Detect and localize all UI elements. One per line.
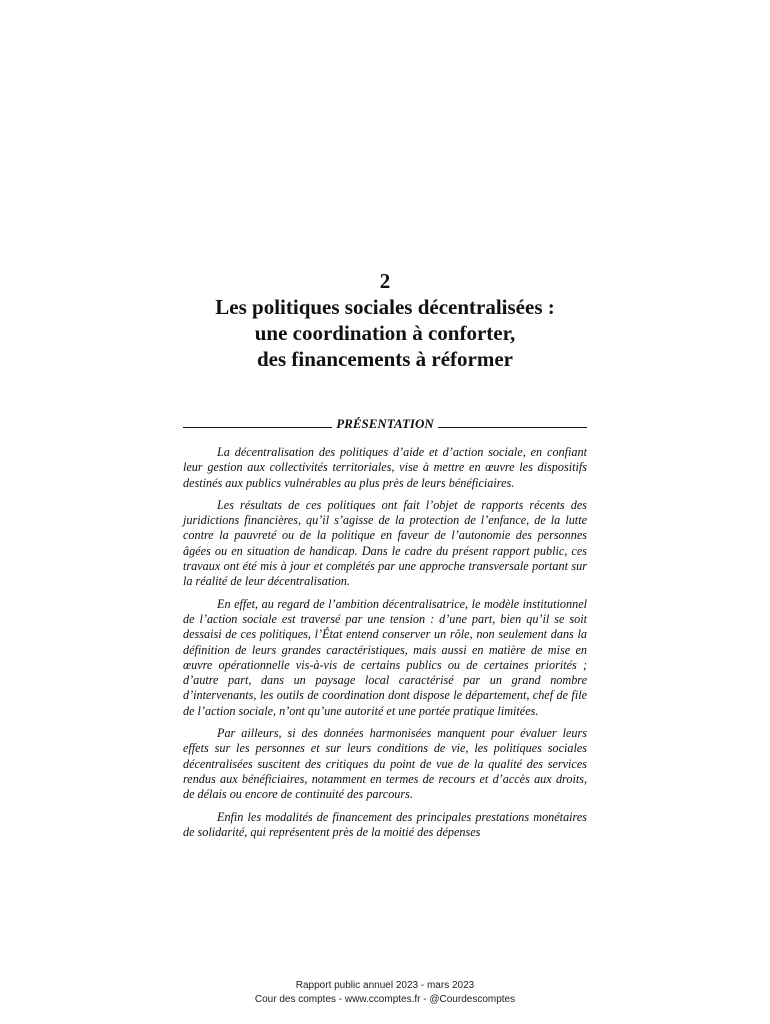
section-rule-left (183, 416, 332, 428)
section-header (183, 416, 587, 432)
paragraph-4: Par ailleurs, si des données harmonisées manquent pour évaluer leurs effets sur les personnes et sur leurs conditions de vie, les politiques sociales décentralisées suscitent des critiques du point de vue de la qualité des services rendus aux bénéficiaires, notamment en termes de recours et d’accès aux droits, de délais ou encore de continuité des parcours. (183, 726, 587, 802)
page-footer (0, 979, 770, 1007)
chapter-title-line-1: Les politiques sociales décentralisées : (215, 295, 555, 319)
chapter-title-line-2: une coordination à conforter, (254, 321, 516, 345)
paragraph-5: Enfin les modalités de financement des principales prestations monétaires de solidarité, qui représentent près de la moitié des dépenses (183, 809, 587, 839)
footer-line-1: Rapport public annuel 2023 - mars 2023 (295, 980, 475, 991)
section-label: PRÉSENTATION (336, 416, 434, 431)
chapter-title-line-3: des financements à réformer (257, 347, 513, 371)
section-rule-right (438, 416, 587, 428)
paragraph-2: Les résultats de ces politiques ont fait l’objet de rapports récents des juridictions financières, qu’il s’agisse de la protection de l’enfance, de la lutte contre la pauvreté ou de la politique en faveur de l’autonomie des personnes âgées ou en situation de handicap. Dans le cadre du présent rapport public, ces travaux ont été mis à jour et complétés par une approche transversale portant sur la réalité de leur décentralisation. (183, 497, 587, 589)
chapter-number: 2 (379, 269, 391, 293)
paragraph-3: En effet, au regard de l’ambition décentralisatrice, le modèle institutionnel de l’action sociale est traversé par une tension : d’une part, bien qu’il se soit dessaisi de ces politiques, l’État entend conserver un rôle, non seulement dans la définition de leurs grandes caractéristiques, mais aussi en matière de mise en œuvre opérationnelle vis-à-vis de certains publics ou de certaines priorités ; d’autre part, dans un paysage local caractérisé par un grand nombre d’intervenants, les outils de coordination dont dispose le département, chef de file de l’action sociale, n’ont qu’une autorité et une portée pratique limitées. (183, 596, 587, 718)
presentation-body (183, 445, 587, 847)
chapter-heading (0, 268, 770, 372)
paragraph-1: La décentralisation des politiques d’aide et d’action sociale, en confiant leur gestion aux collectivités territoriales, vise à mettre en œuvre les dispositifs destinés aux publics vulnérables au plus près de leurs bénéficiaires. (183, 445, 587, 490)
footer-line-2: Cour des comptes - www.ccomptes.fr - @Courdescomptes (254, 994, 516, 1005)
